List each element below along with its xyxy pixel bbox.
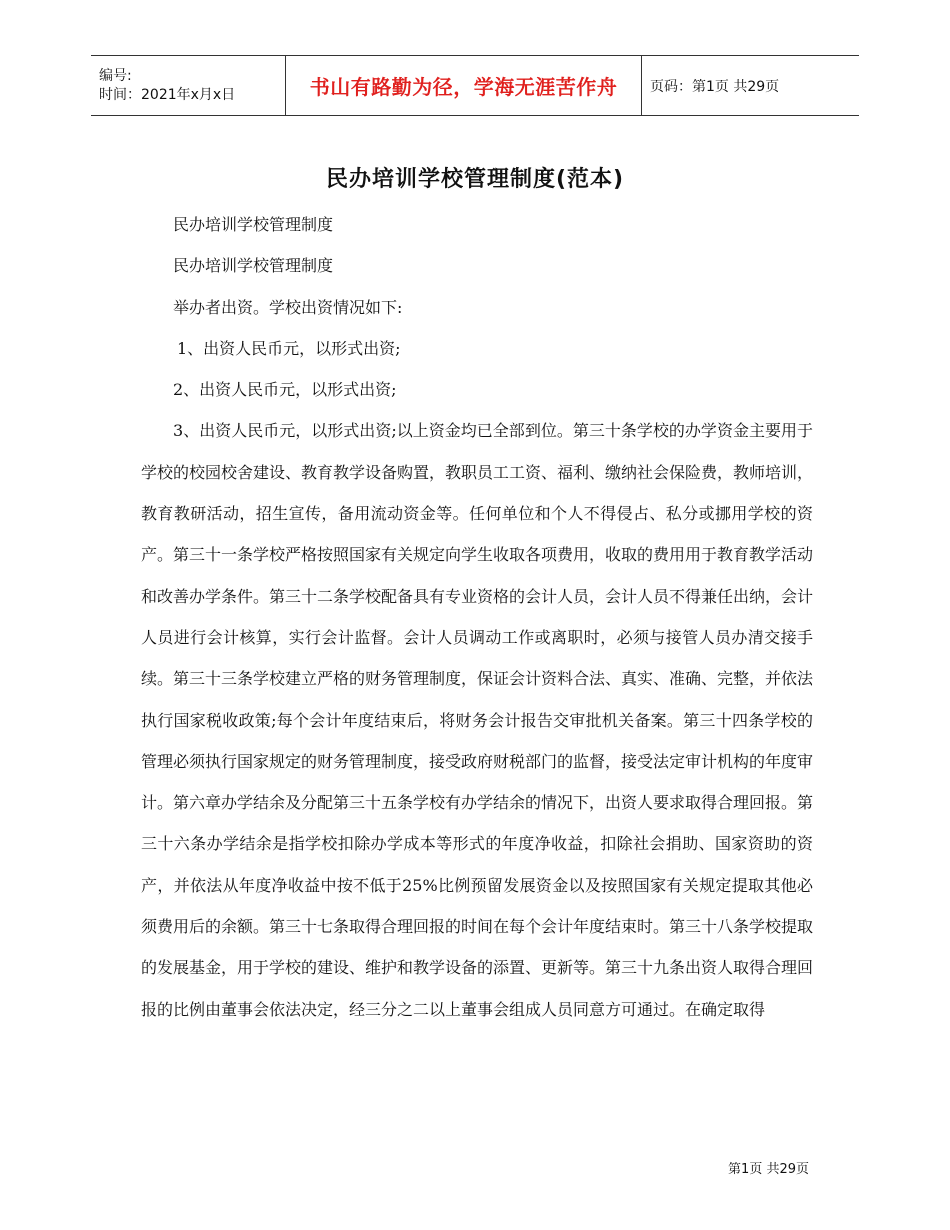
paragraph: 举办者出资。学校出资情况如下: [173, 297, 403, 317]
header-page-info [642, 56, 859, 115]
header-page-number: 页码：第1页 共29页 [650, 78, 780, 95]
paragraph: 3、出资人民币元，以形式出资;以上资金均已全部到位。第三十条学校的办学资金主要用于学校的校园校舍建设、教育教学设备购置，教职员工工资、福利、缴纳社会保险费，教师培训，教育教研活动，招生宣传，备用流动资金等。任何单位和个人不得侵占、私分或挪用学校的资产。第三十一条学校严格按照国家有关规定向学生收取各项费用，收取的费用用于教育教学活动和改善办学条件。第三十二条学校配备具有专业资格的会计人员，会计人员不得兼任出纳，会计人员进行会计核算，实行会计监督。会计人员调动工作或离职时，必须与接管人员办清交接手续。第三十三条学校建立严格的财务管理制度，保证会计资料合法、真实、准确、完整，并依法执行国家税收政策;每个会计年度结束后，将财务会计报告交审批机关备案。第三十四条学校的管理必须执行国家规定的财务管理制度，接受政府财税部门的监督，接受法定审计机构的年度审计。第六章办学结余及分配第三十五条学校有办学结余的情况下，出资人要求取得合理回报。第三十六条办学结余是指学校扣除办学成本等形式的年度净收益，扣除社会捐助、国家资助的资产，并依法从年度净收益中按不低于25%比例预留发展资金以及按照国家有关规定提取其他必须费用后的余额。第三十七条取得合理回报的时间在每个会计年度结束时。第三十八条学校提取的发展基金，用于学校的建设、维护和教学设备的添置、更新等。第三十九条出资人取得合理回报的比例由董事会依法决定，经三分之二以上董事会组成人员同意方可通过。在确定取得 [141, 421, 814, 1019]
paragraph: 民办培训学校管理制度 [173, 215, 334, 234]
document-number-label: 编号: [99, 67, 132, 84]
page-footer [728, 1158, 809, 1177]
header-motto [285, 56, 642, 115]
footer-page-number: 第1页 共29页 [728, 1162, 809, 1177]
document-time-label: 时间：2021年x月x日 [99, 86, 236, 103]
page-header [91, 55, 859, 116]
paragraph: 2、出资人民币元，以形式出资; [173, 380, 397, 400]
document-title: 民办培训学校管理制度(范本) [325, 167, 625, 192]
paragraph: 民办培训学校管理制度 [173, 256, 334, 276]
header-meta [91, 56, 285, 115]
paragraph: 1、出资人民币元，以形式出资; [177, 338, 401, 358]
document-body [141, 204, 813, 1030]
motto-text: 书山有路勤为径，学海无涯苦作舟 [309, 75, 618, 99]
